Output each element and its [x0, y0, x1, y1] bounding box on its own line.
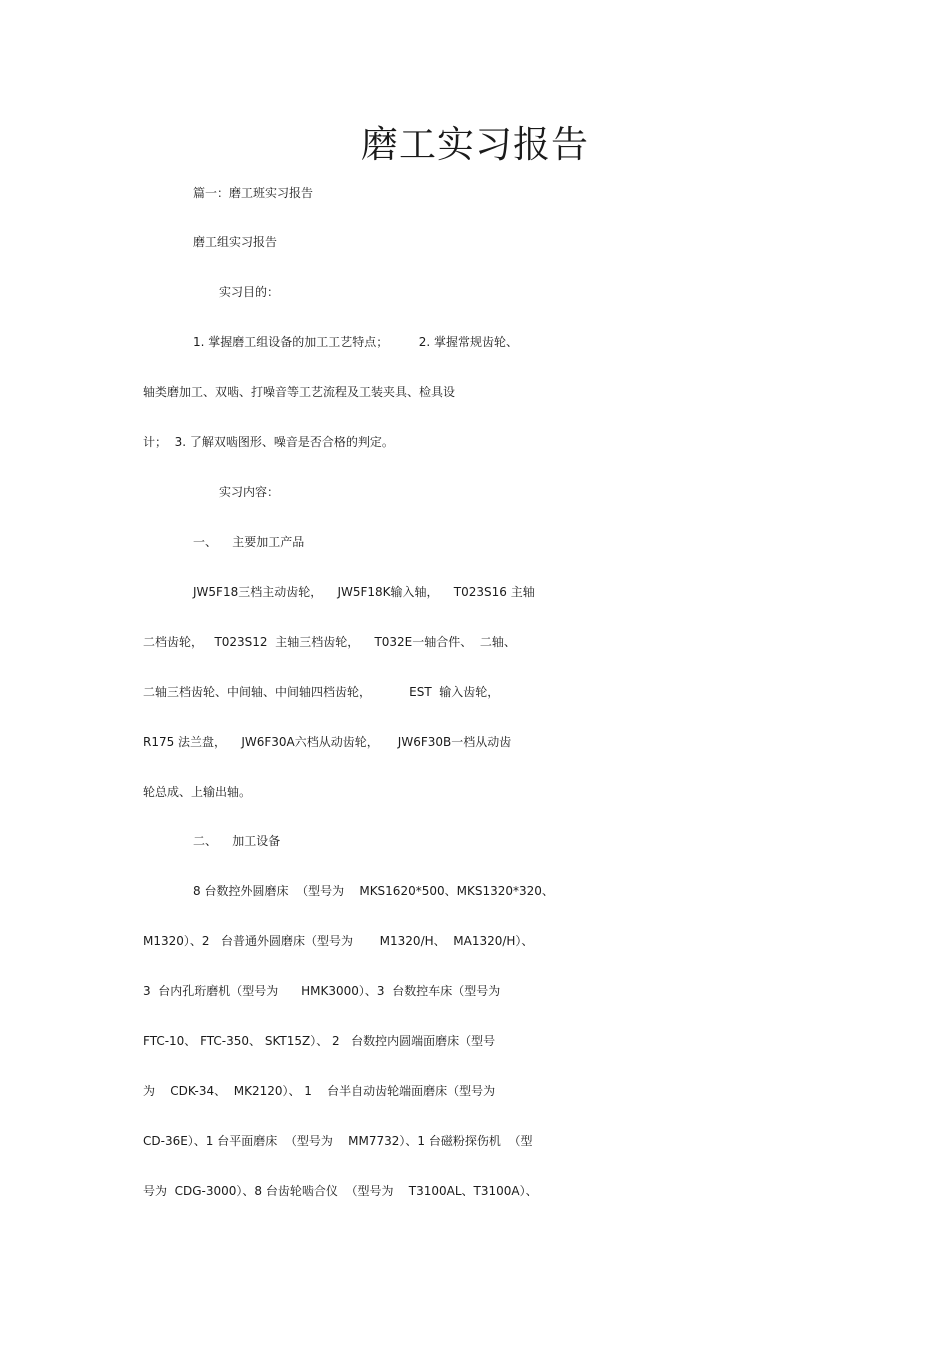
paragraph-line: FTC-10、 FTC-350、 SKT15Z）、 2 台数控内圆端面磨床（型号 [143, 1034, 496, 1048]
paragraph-line: 轮总成、上输出轴。 [143, 785, 252, 799]
section-heading-part1: 篇一：磨工班实习报告 [193, 186, 314, 200]
report-subtitle: 磨工组实习报告 [193, 235, 278, 249]
paragraph-line: 计； 3. 了解双啮图形、噪音是否合格的判定。 [143, 435, 394, 449]
paragraph-line: 轴类磨加工、双啮、打噪音等工艺流程及工装夹具、检具设 [143, 385, 456, 399]
paragraph-line: JW5F18三档主动齿轮， JW5F18K输入轴， T023S16 主轴 [193, 585, 535, 599]
paragraph-line: 为 CDK-34、 MK2120）、 1 台半自动齿轮端面磨床（型号为 [143, 1084, 496, 1098]
document-title: 磨工实习报告 [361, 123, 589, 166]
paragraph-line: 二轴三档齿轮、中间轴、中间轴四档齿轮， EST 输入齿轮， [143, 685, 500, 699]
section-heading-products: 一、 主要加工产品 [193, 535, 305, 549]
paragraph-line: 3 台内孔珩磨机（型号为 HMK3000）、3 台数控车床（型号为 [143, 984, 501, 998]
paragraph-line: 8 台数控外圆磨床 （型号为 MKS1620*500、MKS1320*320、 [193, 884, 554, 898]
section-heading-equipment: 二、 加工设备 [193, 834, 281, 848]
paragraph-line: 号为 CDG-3000）、8 台齿轮啮合仪 （型号为 T3100AL、T3100A）、 [143, 1184, 538, 1198]
paragraph-line: R175 法兰盘， JW6F30A六档从动齿轮， JW6F30B一档从动齿 [143, 735, 512, 749]
paragraph-line: 1. 掌握磨工组设备的加工工艺特点； 2. 掌握常规齿轮、 [193, 335, 519, 349]
paragraph-line: 二档齿轮， T023S12 主轴三档齿轮， T032E一轴合件、 二轴、 [143, 635, 516, 649]
heading-purpose: 实习目的： [219, 285, 280, 299]
paragraph-line: M1320）、2 台普通外圆磨床（型号为 M1320/H、 MA1320/H）、 [143, 934, 534, 948]
paragraph-line: CD-36E）、1 台平面磨床 （型号为 MM7732）、1 台磁粉探伤机 （型 [143, 1134, 533, 1148]
heading-content: 实习内容： [219, 485, 280, 499]
